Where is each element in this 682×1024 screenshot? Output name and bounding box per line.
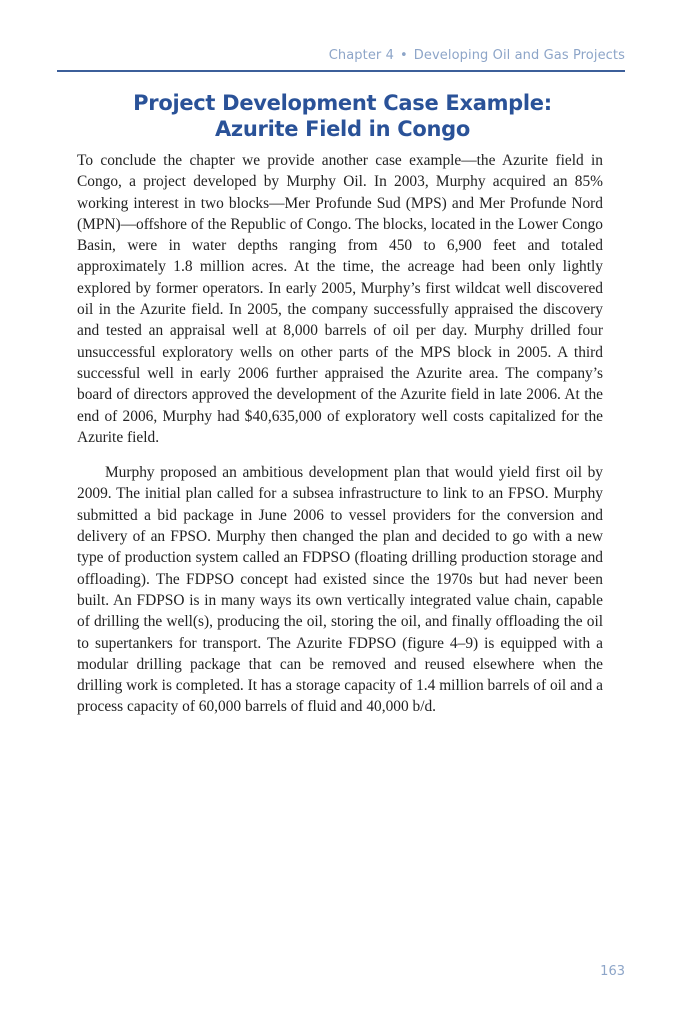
paragraph: Murphy proposed an ambitious development plan that would yield first oil by 2009. The initial plan called for a subsea infrastructure to link to an FPSO. Murphy submitted a bid package in June 2006 to vessel providers for the conversion and delivery of an FPSO. Murphy then changed the plan and decided to go with a new type of production system called an FDPSO (floating drilling production storage and offloading). The FDPSO concept had existed since the 1970s but had never been built. An FDPSO is in many ways its own vertically integrated value chain, capable of drilling the well(s), producing the oil, storing the oil, and finally offloading the oil to supertankers for transport. The Azurite FDPSO (figure 4–9) is equipped with a modular drilling package that can be removed and reused elsewhere when the drilling work is completed. It has a storage capacity of 1.4 million barrels of oil and a process capacity of 60,000 barrels of fluid and 40,000 b/d.	[77, 464, 603, 716]
section-title-line-2: Azurite Field in Congo	[214, 117, 470, 141]
paragraph: To conclude the chapter we provide another case example—the Azurite field in Congo, a project developed by Murphy Oil. In 2003, Murphy acquired an 85% working interest in two blocks—Mer Profunde Sud (MPS) and Mer Profunde Nord (MPN)—offshore of the Republic of Congo. The blocks, located in the Lower Congo Basin, were in water depths ranging from 450 to 6,900 feet and totaled approximately 1.8 million acres. At the time, the acreage had been only lightly explored by former operators. In early 2005, Murphy’s first wildcat well discovered oil in the Azurite field. In 2005, the company successfully appraised the discovery and tested an appraisal well at 8,000 barrels of oil per day. Murphy drilled four unsuccessful exploratory wells on other parts of the MPS block in 2005. A third successful well in early 2006 further appraised the Azurite area. The company’s board of directors approved the development of the Azurite field in late 2006. At the end of 2006, Murphy had $40,635,000 of exploratory well costs capitalized for the Azurite field.	[77, 152, 603, 446]
chapter-number: Chapter 4	[328, 48, 394, 63]
section-title	[60, 90, 625, 142]
section-title-line-1: Project Development Case Example:	[133, 91, 552, 115]
page-number: 163	[600, 964, 625, 979]
body-text	[77, 150, 603, 718]
chapter-title: Developing Oil and Gas Projects	[413, 48, 625, 63]
header-separator: •	[399, 48, 408, 63]
running-head	[60, 48, 625, 63]
header-rule	[57, 70, 625, 72]
